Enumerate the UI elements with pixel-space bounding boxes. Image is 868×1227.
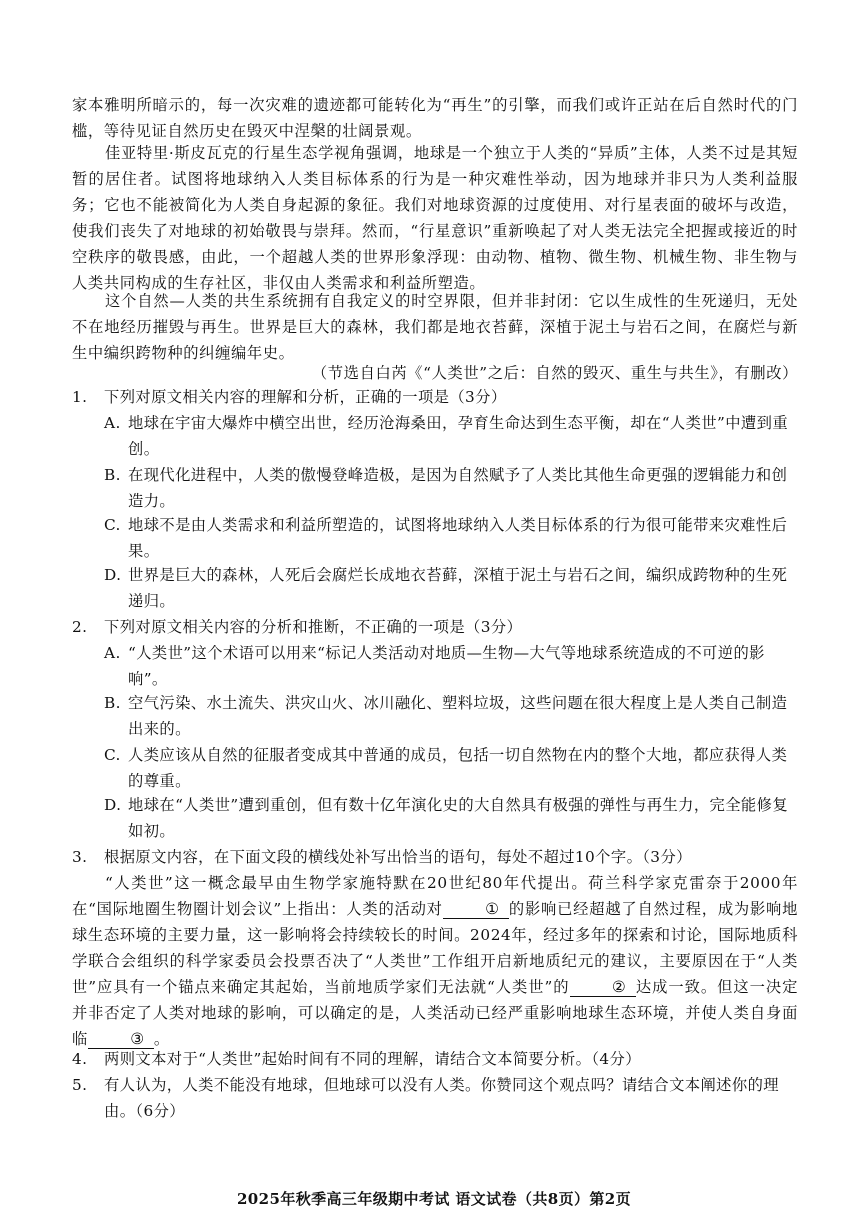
fill-text-part-4: 。 [153, 1030, 170, 1048]
fill-text-part-2: 的影响已经超越了自然过程，成为影响地球生态环境的主要力量，这一影响将会持续较长的时间。2024年，经过多年的探索和讨论，国际地质科学联合会组织的科学家委员会投票否决了“人类世”工作组开启新地质纪元的建议，主要原因在于“人类世”应具有一个锚点来确定其起始，当前地质学家们无法就“人类世”的 [72, 900, 798, 996]
blank-3[interactable]: ③ [88, 1030, 154, 1049]
option-label: D. [104, 796, 122, 814]
option-text: “人类世”这个术语可以用来“标记人类活动对地质—生物—大气等地球系统造成的不可逆的影响”。 [128, 644, 765, 688]
question-2 [72, 614, 798, 640]
option-label: B. [104, 466, 121, 484]
option-text: 地球不是由人类需求和利益所塑造的，试图将地球纳入人类目标体系的行为很可能带来灾难性后果。 [128, 516, 788, 560]
option-text: 空气污染、水土流失、洪灾山火、冰川融化、塑料垃圾，这些问题在很大程度上是人类自己制造出来的。 [128, 694, 788, 738]
question-2-option-c[interactable] [104, 742, 798, 794]
blank-2[interactable]: ② [570, 978, 636, 997]
question-number: 1. [72, 388, 88, 406]
option-text: 在现代化进程中，人类的傲慢登峰造极，是因为自然赋予了人类比其他生命更强的逻辑能力和创造力。 [128, 466, 788, 510]
question-2-option-d[interactable] [104, 792, 798, 844]
page-footer: 2025年秋季高三年级期中考试 语文试卷（共8页）第2页 [236, 1190, 632, 1208]
question-stem: 下列对原文相关内容的理解和分析，正确的一项是（3分） [104, 388, 507, 406]
question-3-fill-paragraph [72, 870, 798, 1052]
passage-paragraph-2: 佳亚特里·斯皮瓦克的行星生态学视角强调，地球是一个独立于人类的“异质”主体，人类不过是其短暂的居住者。试图将地球纳入人类目标体系的行为是一种灾难性举动，因为地球并非只为人类利益服务；它也不能被简化为人类自身起源的象征。我们对地球资源的过度使用、对行星表面的破坏与改造，使我们丧失了对地球的初始敬畏与崇拜。然而，“行星意识”重新唤起了对人类无法完全把握或接近的时空秩序的敬畏感，由此，一个超越人类的世界形象浮现：由动物、植物、微生物、机械生物、非生物与人类共同构成的生存社区，非仅由人类需求和利益所塑造。 [72, 144, 798, 292]
question-2-option-a[interactable] [104, 640, 798, 692]
question-1-option-a[interactable] [104, 410, 798, 462]
question-4 [72, 1046, 798, 1072]
question-3 [72, 844, 798, 870]
question-1 [72, 384, 798, 410]
option-text: 地球在“人类世”遭到重创，但有数十亿年演化史的大自然具有极强的弹性与再生力，完全能修复如初。 [128, 796, 789, 840]
option-label: A. [104, 644, 121, 662]
question-2-option-b[interactable] [104, 690, 798, 742]
question-stem: 下列对原文相关内容的分析和推断，不正确的一项是（3分） [104, 618, 523, 636]
option-text: 地球在宇宙大爆炸中横空出世，经历沧海桑田，孕育生命达到生态平衡，却在“人类世”中遭到重创。 [128, 414, 789, 458]
question-number: 3. [72, 848, 88, 866]
question-number: 5. [72, 1076, 88, 1094]
blank-1[interactable]: ① [443, 900, 509, 919]
question-stem: 两则文本对于“人类世”起始时间有不同的理解，请结合文本简要分析。（4分） [104, 1050, 641, 1068]
question-1-option-b[interactable] [104, 462, 798, 514]
fill-text-part-1: “人类世”这一概念最早由生物学家施特默在20世纪80年代提出。荷兰科学家克雷奈于2000年在“国际地圈生物圈计划会议”上指出：人类的活动对 [72, 874, 798, 918]
question-5 [72, 1072, 798, 1124]
passage-paragraph-3: 这个自然—人类的共生系统拥有自我定义的时空界限，但并非封闭：它以生成性的生死递归，无处不在地经历摧毁与再生。世界是巨大的森林，我们都是地衣苔藓，深植于泥土与岩石之间，在腐烂与新生中编织跨物种的纠缠编年史。 [72, 292, 798, 362]
question-1-option-d[interactable] [104, 562, 798, 614]
question-stem: 根据原文内容，在下面文段的横线处补写出恰当的语句，每处不超过10个字。（3分） [104, 848, 692, 866]
question-1-option-c[interactable] [104, 512, 798, 564]
option-label: C. [104, 746, 121, 764]
question-number: 4. [72, 1050, 88, 1068]
option-label: D. [104, 566, 122, 584]
option-text: 世界是巨大的森林，人死后会腐烂长成地衣苔藓，深植于泥土与岩石之间，编织成跨物种的生死递归。 [128, 566, 788, 610]
passage-source: （节选自白芮《“人类世”之后：自然的毁灭、重生与共生》，有删改） [311, 364, 798, 382]
option-label: A. [104, 414, 121, 432]
option-label: C. [104, 516, 121, 534]
option-label: B. [104, 694, 121, 712]
option-text: 人类应该从自然的征服者变成其中普通的成员，包括一切自然物在内的整个大地，都应获得人类的尊重。 [128, 746, 788, 790]
question-stem: 有人认为，人类不能没有地球，但地球可以没有人类。你赞同这个观点吗？请结合文本阐述你的理由。（6分） [104, 1076, 779, 1120]
passage-paragraph-1: 家本雅明所暗示的，每一次灾难的遗迹都可能转化为“再生”的引擎，而我们或许正站在后自然时代的门槛，等待见证自然历史在毁灭中涅槃的壮阔景观。 [72, 96, 798, 140]
fill-text-part-3: 达成一致。但这一决定并非否定了人类对地球的影响，可以确定的是，人类活动已经严重影响地球生态环境，并使人类自身面临 [72, 978, 798, 1048]
question-number: 2. [72, 618, 88, 636]
